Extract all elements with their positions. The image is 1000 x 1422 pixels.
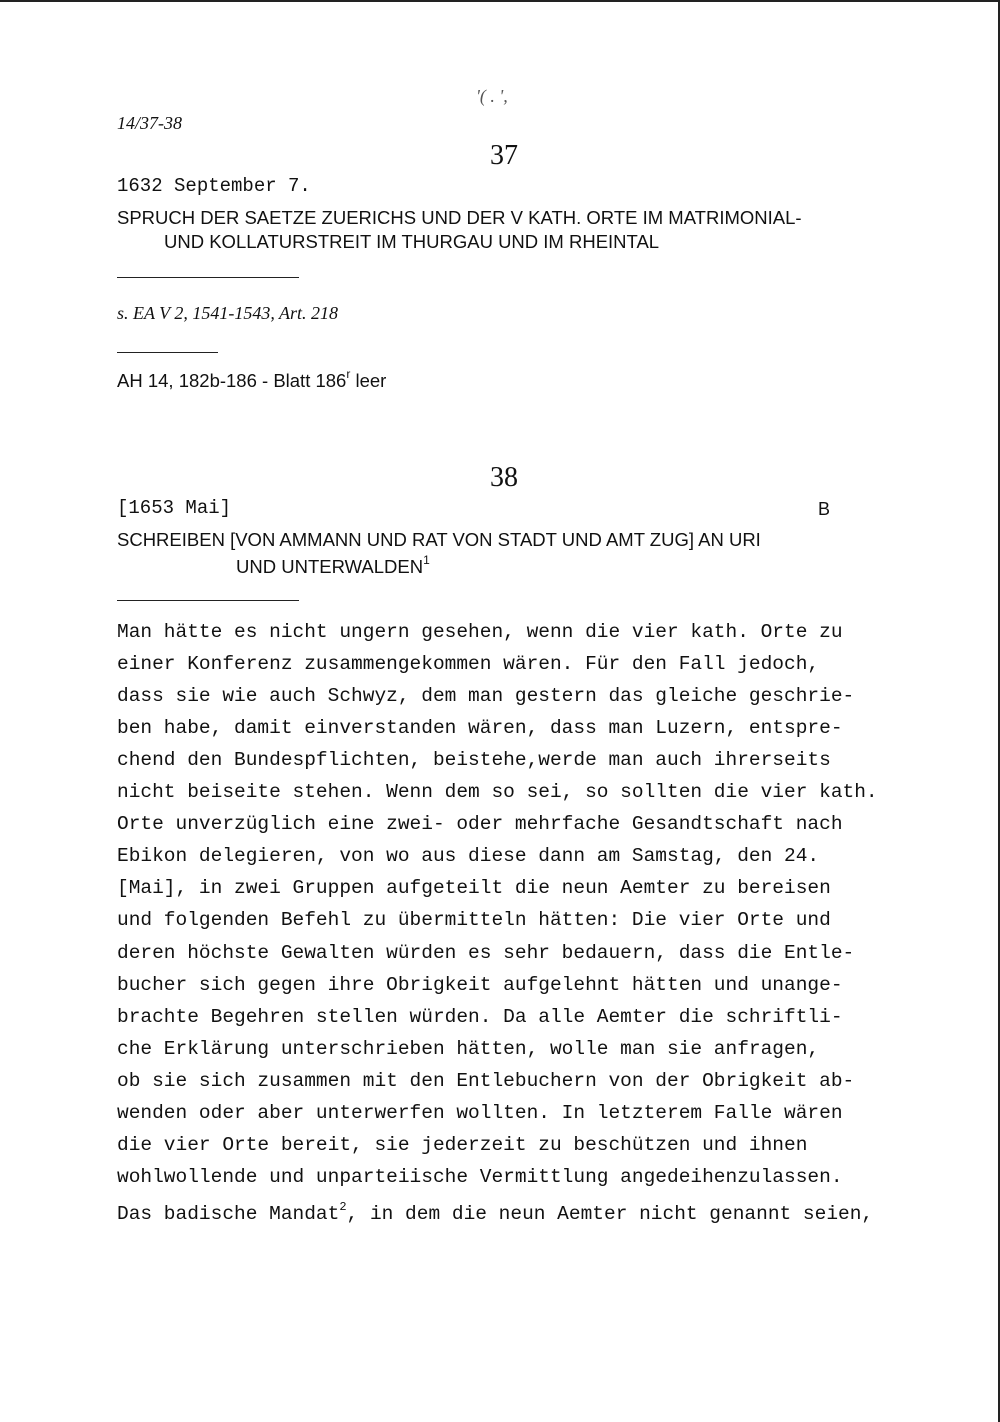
archive-signature [117,367,386,392]
document-title-38-line2 [236,553,430,578]
document-number-37: 37 [490,140,518,171]
body-line: bucher sich gegen ihre Obrigkeit aufgelehnt hätten und unange- [117,974,843,996]
body-line: deren höchste Gewalten würden es sehr bedauern, dass die Entle- [117,942,855,964]
page-reference: 14/37-38 [117,113,182,133]
body-line: wohlwollende und unparteiische Vermittlung angedeihenzulassen. [117,1166,843,1188]
document-number-38: 38 [490,462,518,493]
body-line: chend den Bundespflichten, beistehe,werde man auch ihrerseits [117,749,831,771]
body-line: wenden oder aber unterwerfen wollten. In letzterem Falle wären [117,1102,843,1124]
body-line: che Erklärung unterschrieben hätten, wolle man sie anfragen, [117,1038,820,1060]
divider-rule [117,277,299,278]
title-38-part-a: SCHREIBEN [VON AMMANN UND [117,529,407,550]
last-line-text-a: Das badische Mandat [117,1203,340,1225]
body-line: Ebikon delegieren, von wo aus diese dann am Samstag, den 24. [117,845,820,867]
body-line-last [117,1200,873,1225]
edition-reference: s. EA V 2, 1541-1543, Art. 218 [117,303,339,323]
body-line: und folgenden Befehl zu übermitteln hätten: Die vier Orte und [117,909,831,931]
body-line: Man hätte es nicht ungern gesehen, wenn die vier kath. Orte zu [117,621,843,643]
divider-rule [117,600,299,601]
body-line: Orte unverzüglich eine zwei- oder mehrfache Gesandtschaft nach [117,813,843,835]
body-line: ob sie sich zusammen mit den Entlebuchern von der Obrigkeit ab- [117,1070,855,1092]
document-title-37-line1: SPRUCH DER SAETZE ZUERICHS UND DER V KATH. ORTE IM MATRIMONIAL- [117,207,802,228]
divider-rule [117,352,218,353]
body-line: dass sie wie auch Schwyz, dem man gestern das gleiche geschrie- [117,685,855,707]
body-line: brachte Begehren stellen würden. Da alle Aemter die schriftli- [117,1006,843,1028]
footnote-ref-1: 1 [423,553,430,567]
body-line: einer Konferenz zusammengekommen wären. Für den Fall jedoch, [117,653,820,675]
document-title-37-line2: UND KOLLATURSTREIT IM THURGAU UND IM RHEINTAL [164,231,660,252]
page-border-top [0,0,1000,2]
archive-end: leer [350,370,387,391]
archive-sup: r [346,367,351,381]
title-38-line2-text: UND UNTERWALDEN [236,556,424,577]
document-date-38: [1653 Mai] [117,497,232,519]
footnote-ref-2: 2 [339,1200,347,1214]
last-line-text-b: , in dem die neun Aemter nicht genannt seien, [346,1203,874,1225]
marginal-marker: B [818,499,831,519]
body-line: [Mai], in zwei Gruppen aufgeteilt die neun Aemter zu bereisen [117,877,831,899]
title-38-part-b: RAT VON STADT UND AMT ZUG] AN URI [412,529,761,550]
body-line: die vier Orte bereit, sie jederzeit zu beschützen und ihnen [117,1134,808,1156]
body-line: ben habe, damit einverstanden wären, dass man Luzern, entspre- [117,717,843,739]
document-title-38-line1 [117,529,761,551]
body-line: nicht beiseite stehen. Wenn dem so sei, so sollten die vier kath. [117,781,878,803]
document-date-37: 1632 September 7. [117,175,311,197]
archive-text: AH 14, 182b-186 - Blatt 186 [117,370,347,391]
handwritten-mark: '( . ', [476,86,508,106]
